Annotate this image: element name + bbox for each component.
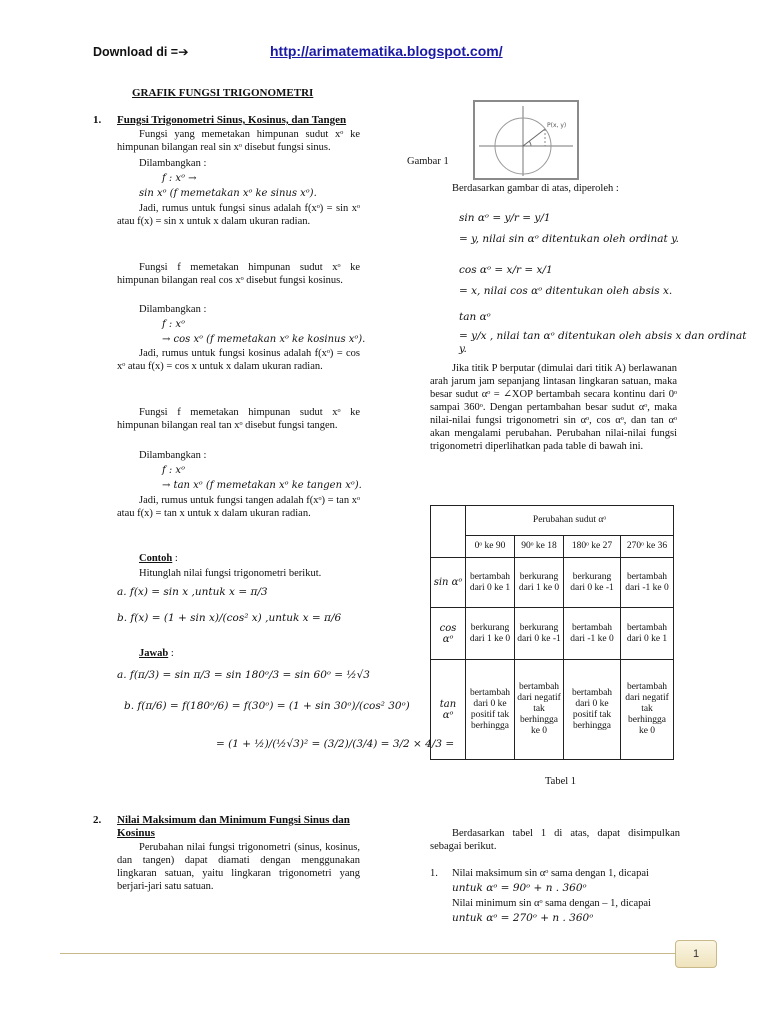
table-cell: bertambah dari 0 ke positif tak berhingga (466, 660, 515, 760)
table-cell: bertambah dari 0 ke positif tak berhingga (564, 660, 621, 760)
example-b: b. f(x) = (1 + sin x)/(cos² x) ,untuk x = π/6 (117, 612, 342, 624)
cos-mapping-1: f : xᵒ (162, 319, 185, 330)
cos-formula: Jadi, rumus untuk fungsi kosinus adalah f(xᵒ) = cos xᵒ atau f(x) = cos x untuk x dalam ukuran radian. (117, 348, 360, 372)
answer-b-line-1: b. f(π/6) = f(180ᵒ/6) = f(30ᵒ) = (1 + sin 30ᵒ)/(cos² 30ᵒ) (124, 700, 410, 712)
cos-ratio-note: = x, nilai cos αᵒ ditentukan oleh absis x. (459, 285, 673, 297)
min-sin-line-1: Nilai minimum sin αᵒ sama dengan – 1, dicapai (452, 898, 651, 909)
table-cell: bertambah dari negatif tak berhingga ke 0 (515, 660, 564, 760)
table-cell: bertambah dari -1 ke 0 (621, 558, 674, 608)
section-1-number: 1. (93, 114, 102, 126)
figure-caption: Gambar 1 (407, 156, 449, 167)
trig-change-table (430, 505, 674, 760)
table-cell: berkurang dari 0 ke -1 (515, 608, 564, 660)
table-corner (431, 506, 466, 558)
table-row (431, 558, 674, 608)
tan-mapping-1: f : xᵒ (162, 465, 185, 476)
table-cell: berkurang dari 1 ke 0 (466, 608, 515, 660)
cos-ratio: cos αᵒ = x/r = x/1 (459, 264, 553, 276)
tan-ratio: tan αᵒ (459, 311, 491, 323)
section-2-number: 2. (93, 814, 102, 826)
table-group-header: Perubahan sudut αᵒ (466, 506, 674, 536)
example-a: a. f(x) = sin x ,untuk x = π/3 (117, 586, 268, 598)
cos-mapping-2: → cos xᵒ (f memetakan xᵒ ke kosinus xᵒ). (162, 334, 366, 345)
section-2-heading: Nilai Maksimum dan Minimum Fungsi Sinus dan Kosinus (117, 814, 350, 839)
table-cell: bertambah dari 0 ke 1 (466, 558, 515, 608)
table-row (431, 660, 674, 760)
list-number-1: 1. (430, 868, 438, 879)
blog-url-link[interactable]: http://arimatematika.blogspot.com/ (270, 43, 503, 59)
table-row (431, 608, 674, 660)
table-cell: berkurang dari 1 ke 0 (515, 558, 564, 608)
tan-definition: Fungsi f memetakan himpunan sudut xᵒ ke himpunan bilangan real tan xᵒ disebut fungsi tangen. (117, 407, 360, 431)
unit-circle-diagram (475, 102, 577, 178)
tan-mapping-2: → tan xᵒ (f memetakan xᵒ ke tangen xᵒ). (162, 480, 362, 491)
sin-dilambangkan: Dilambangkan : (139, 158, 207, 169)
row-label-cos: cos αᵒ (431, 608, 466, 660)
jawab-label: Jawab (139, 648, 169, 659)
sin-mapping-1: f : xᵒ → (162, 173, 197, 184)
tan-formula: Jadi, rumus untuk fungsi tangen adalah f(xᵒ) = tan xᵒ atau f(x) = tan x untuk x dalam ukuran radian. (117, 495, 360, 519)
jawab-heading (139, 647, 174, 660)
section-2-paragraph: Perubahan nilai fungsi trigonometri (sinus, kosinus, dan tangen) dapat diamati dengan menggunakan lingkaran satuan, yaitu lingkaran trigonometri yang berjari-jari satu satuan. (117, 842, 360, 892)
contoh-label: Contoh (139, 553, 173, 564)
column-header-4: 270ᵒ ke 36 (621, 536, 674, 558)
sin-formula: Jadi, rumus untuk fungsi sinus adalah f(xᵒ) = sin xᵒ atau f(x) = sin x untuk x dalam ukuran radian. (117, 203, 360, 227)
tan-ratio-note: = y/x , nilai tan αᵒ ditentukan oleh absis x dan ordinat y. (459, 330, 747, 355)
download-label: Download di =➔ (93, 45, 189, 59)
column-header-1: 0ᵒ ke 90 (466, 536, 515, 558)
contoh-text: Hitunglah nilai fungsi trigonometri berikut. (139, 568, 322, 579)
contoh-colon: : (172, 553, 178, 564)
row-label-tan: tan αᵒ (431, 660, 466, 760)
section-1-heading: Fungsi Trigonometri Sinus, Kosinus, dan Tangen (117, 114, 347, 126)
sin-ratio-note: = y, nilai sin αᵒ ditentukan oleh ordinat y. (459, 233, 679, 245)
page-number: 1 (692, 947, 700, 960)
cos-dilambangkan: Dilambangkan : (139, 304, 207, 315)
rotation-paragraph: Jika titik P berputar (dimulai dari titik A) berlawanan arah jarum jam sepanjang lintasan lingkaran satuan, maka besar sudut αᵒ = ∠XOP bertambah secara kontinu dari 0ᵒ sampai 360ᵒ. Dengan pertambahan besar sudut αᵒ, maka nilai-nilai fungsi trigonometri sin αᵒ, cos αᵒ, dan tan αᵒ akan mengalami perubahan. Perubahan nilai-nilai fungsi trigonometri diperlihatkan pada table di bawah ini. (430, 363, 677, 452)
column-header-3: 180ᵒ ke 27 (564, 536, 621, 558)
table-cell: bertambah dari negatif tak berhingga ke 0 (621, 660, 674, 760)
table-cell: bertambah dari -1 ke 0 (564, 608, 621, 660)
table-cell: berkurang dari 0 ke -1 (564, 558, 621, 608)
page-title: GRAFIK FUNGSI TRIGONOMETRI (132, 87, 314, 99)
page-number-badge (675, 940, 717, 968)
contoh-heading (139, 552, 178, 565)
table-caption: Tabel 1 (545, 776, 577, 787)
unit-circle-figure (473, 100, 579, 180)
max-sin-line-2: untuk αᵒ = 90ᵒ + n . 360ᵒ (452, 882, 587, 894)
min-sin-line-2: untuk αᵒ = 270ᵒ + n . 360ᵒ (452, 912, 594, 924)
jawab-colon: : (168, 648, 174, 659)
cos-definition: Fungsi f memetakan himpunan sudut xᵒ ke himpunan bilangan real cos xᵒ disebut fungsi kosinus. (117, 262, 360, 286)
row-label-sin: sin αᵒ (431, 558, 466, 608)
column-header-2: 90ᵒ ke 18 (515, 536, 564, 558)
answer-b-line-2: = (1 + ½)/(½√3)² = (3/2)/(3/4) = 3/2 × 4/3 = (216, 738, 455, 750)
answer-a: a. f(π/3) = sin π/3 = sin 180ᵒ/3 = sin 60ᵒ = ½√3 (117, 669, 370, 681)
tan-dilambangkan: Dilambangkan : (139, 450, 207, 461)
conclusion-paragraph: Berdasarkan tabel 1 di atas, dapat disimpulkan sebagai berikut. (430, 828, 680, 852)
point-p-label: P(x, y) (547, 122, 567, 129)
table-cell: bertambah dari 0 ke 1 (621, 608, 674, 660)
max-sin-line-1: Nilai maksimum sin αᵒ sama dengan 1, dicapai (452, 868, 649, 879)
sin-ratio: sin αᵒ = y/r = y/1 (459, 212, 551, 224)
sin-mapping-2: sin xᵒ (f memetakan xᵒ ke sinus xᵒ). (139, 188, 317, 199)
sin-definition: Fungsi yang memetakan himpunan sudut xᵒ ke himpunan bilangan real sin xᵒ disebut fungsi sinus. (117, 129, 360, 153)
footer-rule (60, 953, 675, 954)
right-intro: Berdasarkan gambar di atas, diperoleh : (452, 183, 619, 194)
